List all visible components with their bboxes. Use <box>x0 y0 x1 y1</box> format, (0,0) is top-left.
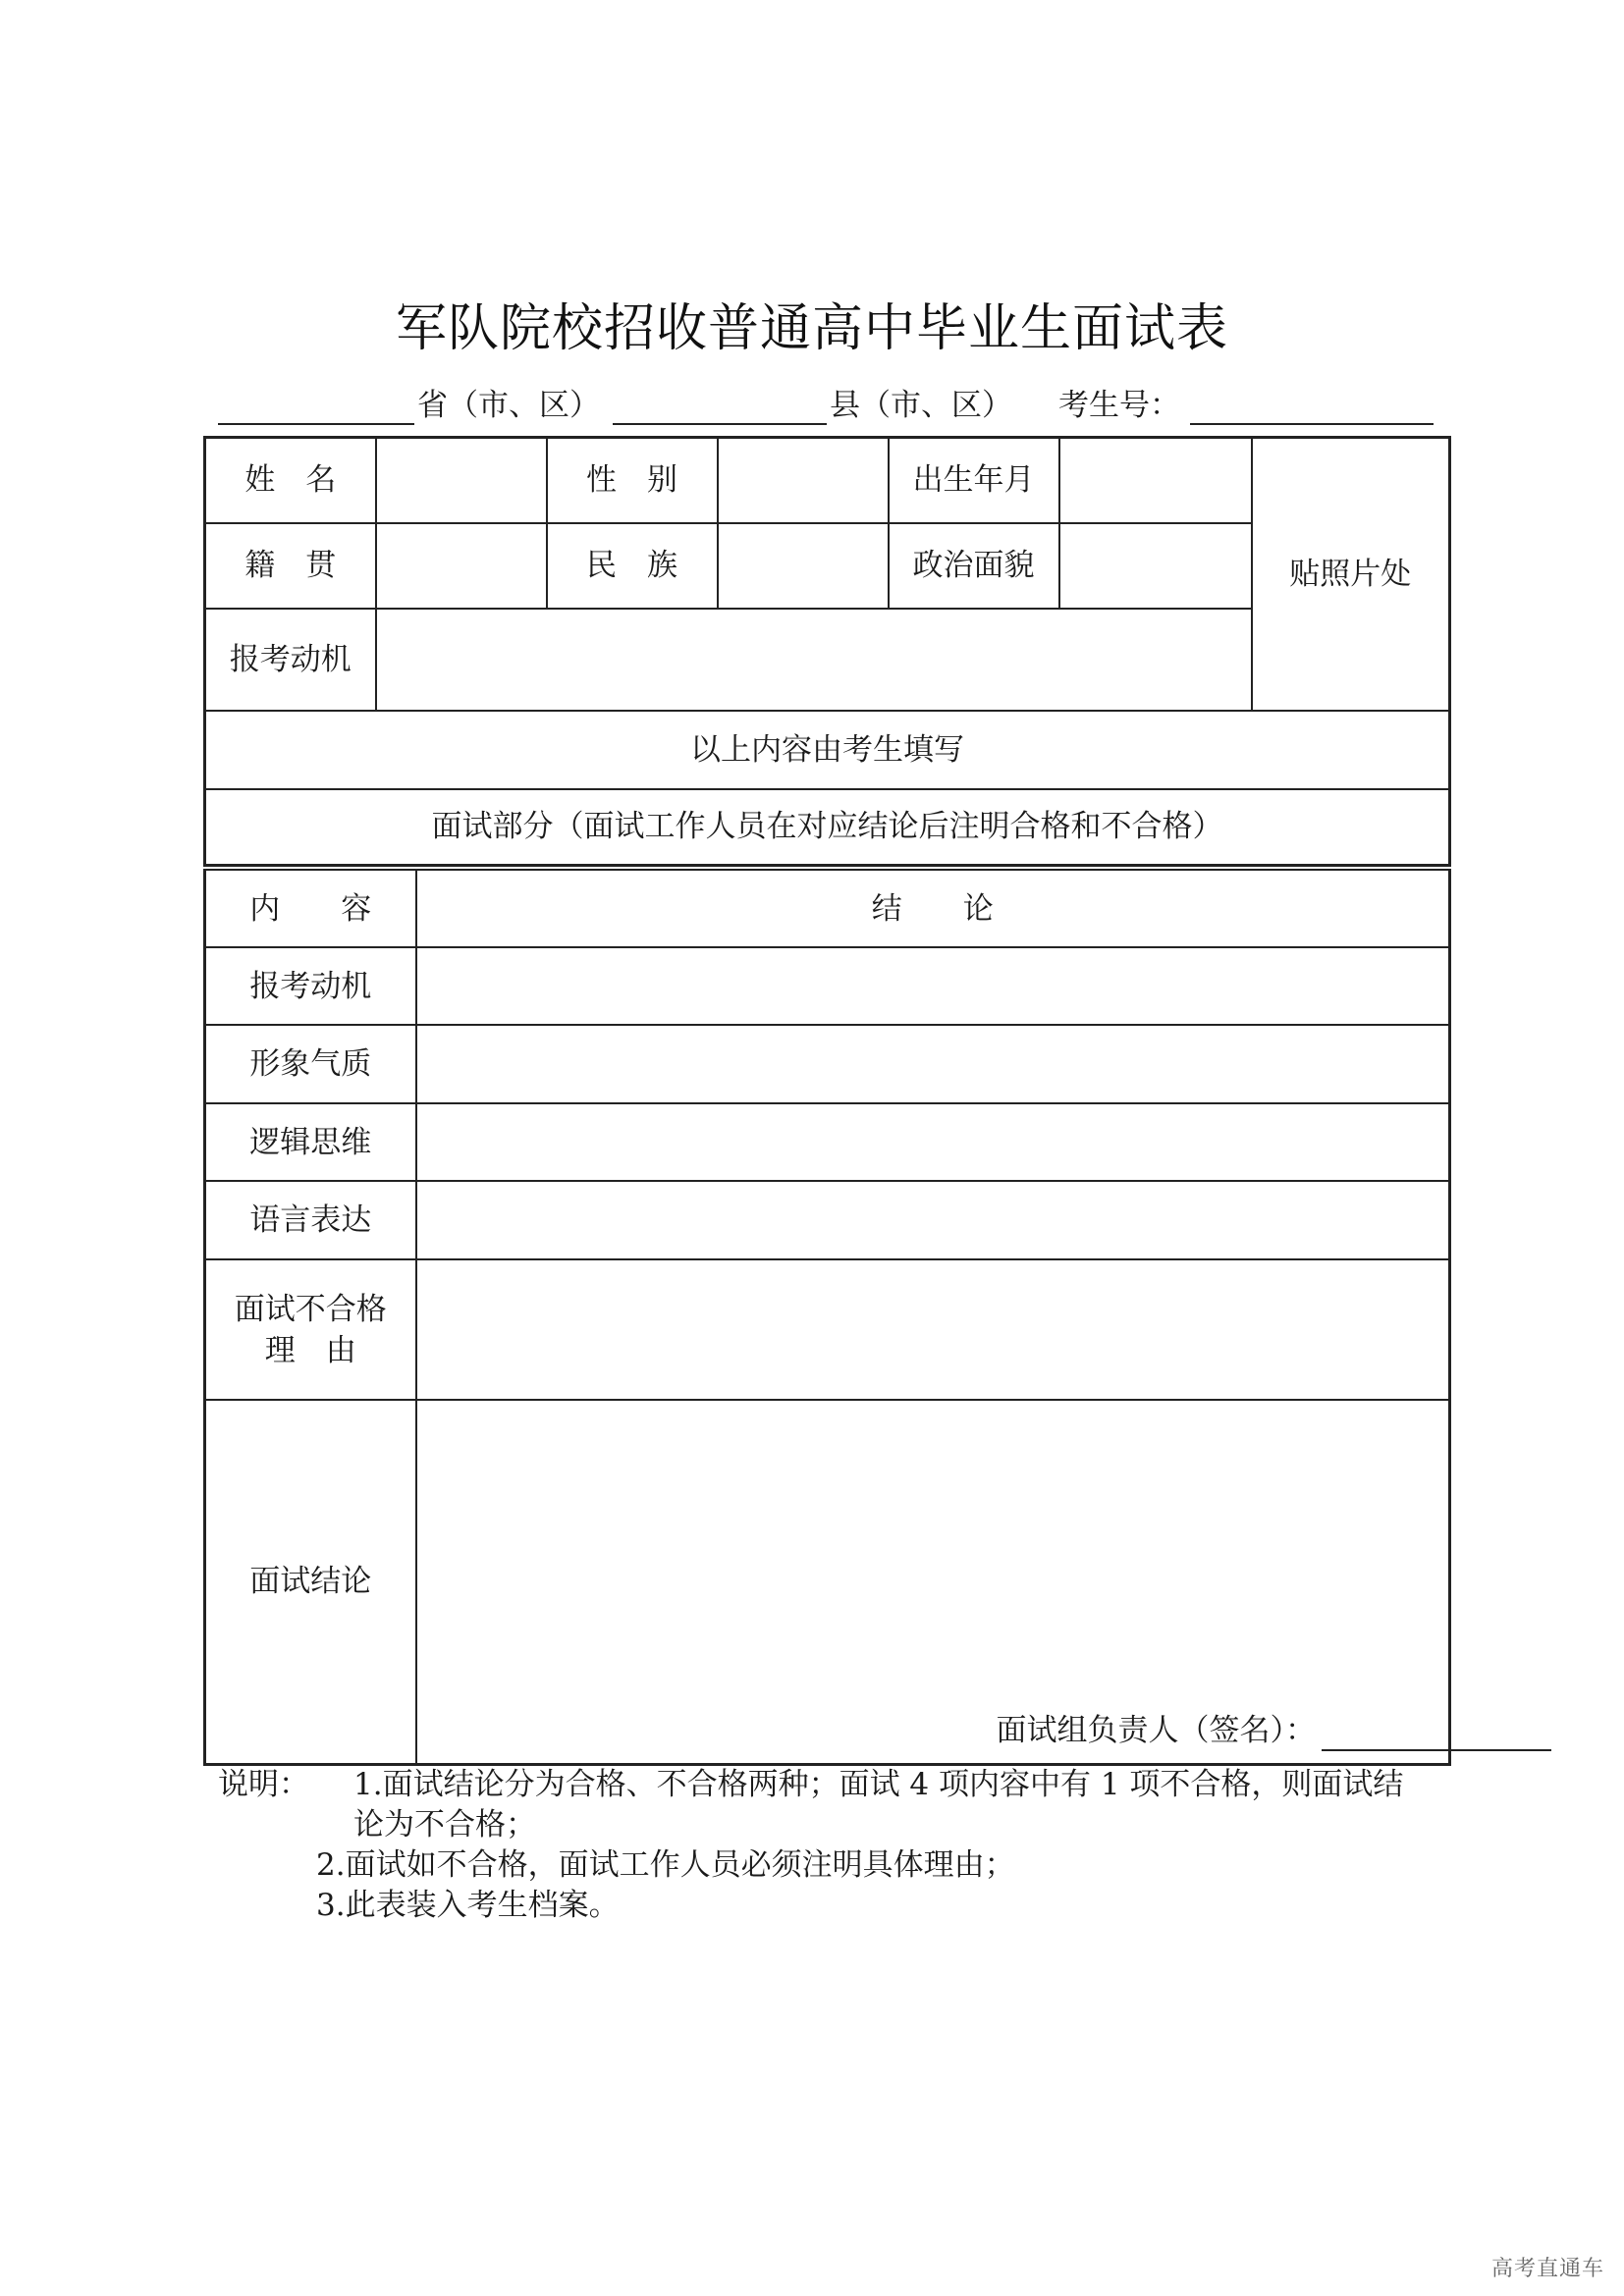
political-status-field[interactable] <box>1059 523 1252 609</box>
province-blank[interactable] <box>218 423 414 425</box>
county-label: 县（市、区） <box>830 388 1012 423</box>
item-label-motivation: 报考动机 <box>205 947 416 1025</box>
note-1: 1.面试结论分为合格、不合格两种；面试 4 项内容中有 1 项不合格，则面试结 <box>353 1767 1404 1802</box>
header-info-line <box>0 381 1624 430</box>
item-field-appearance[interactable] <box>416 1025 1450 1103</box>
content-column-header: 内 容 <box>205 870 416 947</box>
motivation-field[interactable] <box>376 609 1252 711</box>
signer-line <box>997 1710 1552 1751</box>
county-blank[interactable] <box>613 423 827 425</box>
interview-section-title: 面试部分（面试工作人员在对应结论后注明合格和不合格） <box>205 789 1450 866</box>
political-status-label: 政治面貌 <box>889 523 1059 609</box>
name-label: 姓 名 <box>205 438 376 523</box>
form-title: 军队院校招收普通高中毕业生面试表 <box>395 299 1228 358</box>
item-label-logic: 逻辑思维 <box>205 1103 416 1181</box>
gender-field[interactable] <box>718 438 889 523</box>
note-1-continued: 论为不合格； <box>353 1807 536 1842</box>
exam-number-blank[interactable] <box>1190 423 1434 425</box>
item-label-language: 语言表达 <box>205 1181 416 1259</box>
conclusion-field[interactable] <box>416 1400 1450 1764</box>
signer-label: 面试组负责人（签名）： <box>996 1712 1316 1748</box>
name-field[interactable] <box>376 438 547 523</box>
watermark: 高考直通车 <box>1490 2257 1604 2281</box>
item-label-appearance: 形象气质 <box>205 1025 416 1103</box>
ethnicity-field[interactable] <box>718 523 889 609</box>
fail-reason-label <box>205 1259 416 1400</box>
conclusion-label: 面试结论 <box>205 1400 416 1764</box>
birth-label: 出生年月 <box>889 438 1059 523</box>
conclusion-column-header: 结 论 <box>416 870 1450 947</box>
item-field-logic[interactable] <box>416 1103 1450 1181</box>
native-place-label: 籍 贯 <box>205 523 376 609</box>
item-field-motivation[interactable] <box>416 947 1450 1025</box>
gender-label: 性 别 <box>547 438 718 523</box>
note-2: 2.面试如不合格，面试工作人员必须注明具体理由； <box>316 1847 1015 1883</box>
notes <box>218 1765 1455 1926</box>
birth-field[interactable] <box>1059 438 1252 523</box>
native-place-field[interactable] <box>376 523 547 609</box>
exam-number-label: 考生号： <box>1058 388 1180 423</box>
notes-head: 说明： <box>218 1767 309 1802</box>
fail-reason-field[interactable] <box>416 1259 1450 1400</box>
province-label: 省（市、区） <box>417 388 600 423</box>
note-3: 3.此表装入考生档案。 <box>316 1888 620 1923</box>
item-field-language[interactable] <box>416 1181 1450 1259</box>
interview-table <box>203 869 1451 1766</box>
motivation-label: 报考动机 <box>205 609 376 711</box>
applicant-info-table <box>203 436 1451 867</box>
signature-blank[interactable] <box>1322 1714 1551 1751</box>
fail-reason-label-line2: 理 由 <box>264 1332 356 1368</box>
photo-area[interactable]: 贴照片处 <box>1252 438 1450 711</box>
fail-reason-label-line1: 面试不合格 <box>234 1291 387 1327</box>
filled-by-note: 以上内容由考生填写 <box>205 711 1450 789</box>
ethnicity-label: 民 族 <box>547 523 718 609</box>
